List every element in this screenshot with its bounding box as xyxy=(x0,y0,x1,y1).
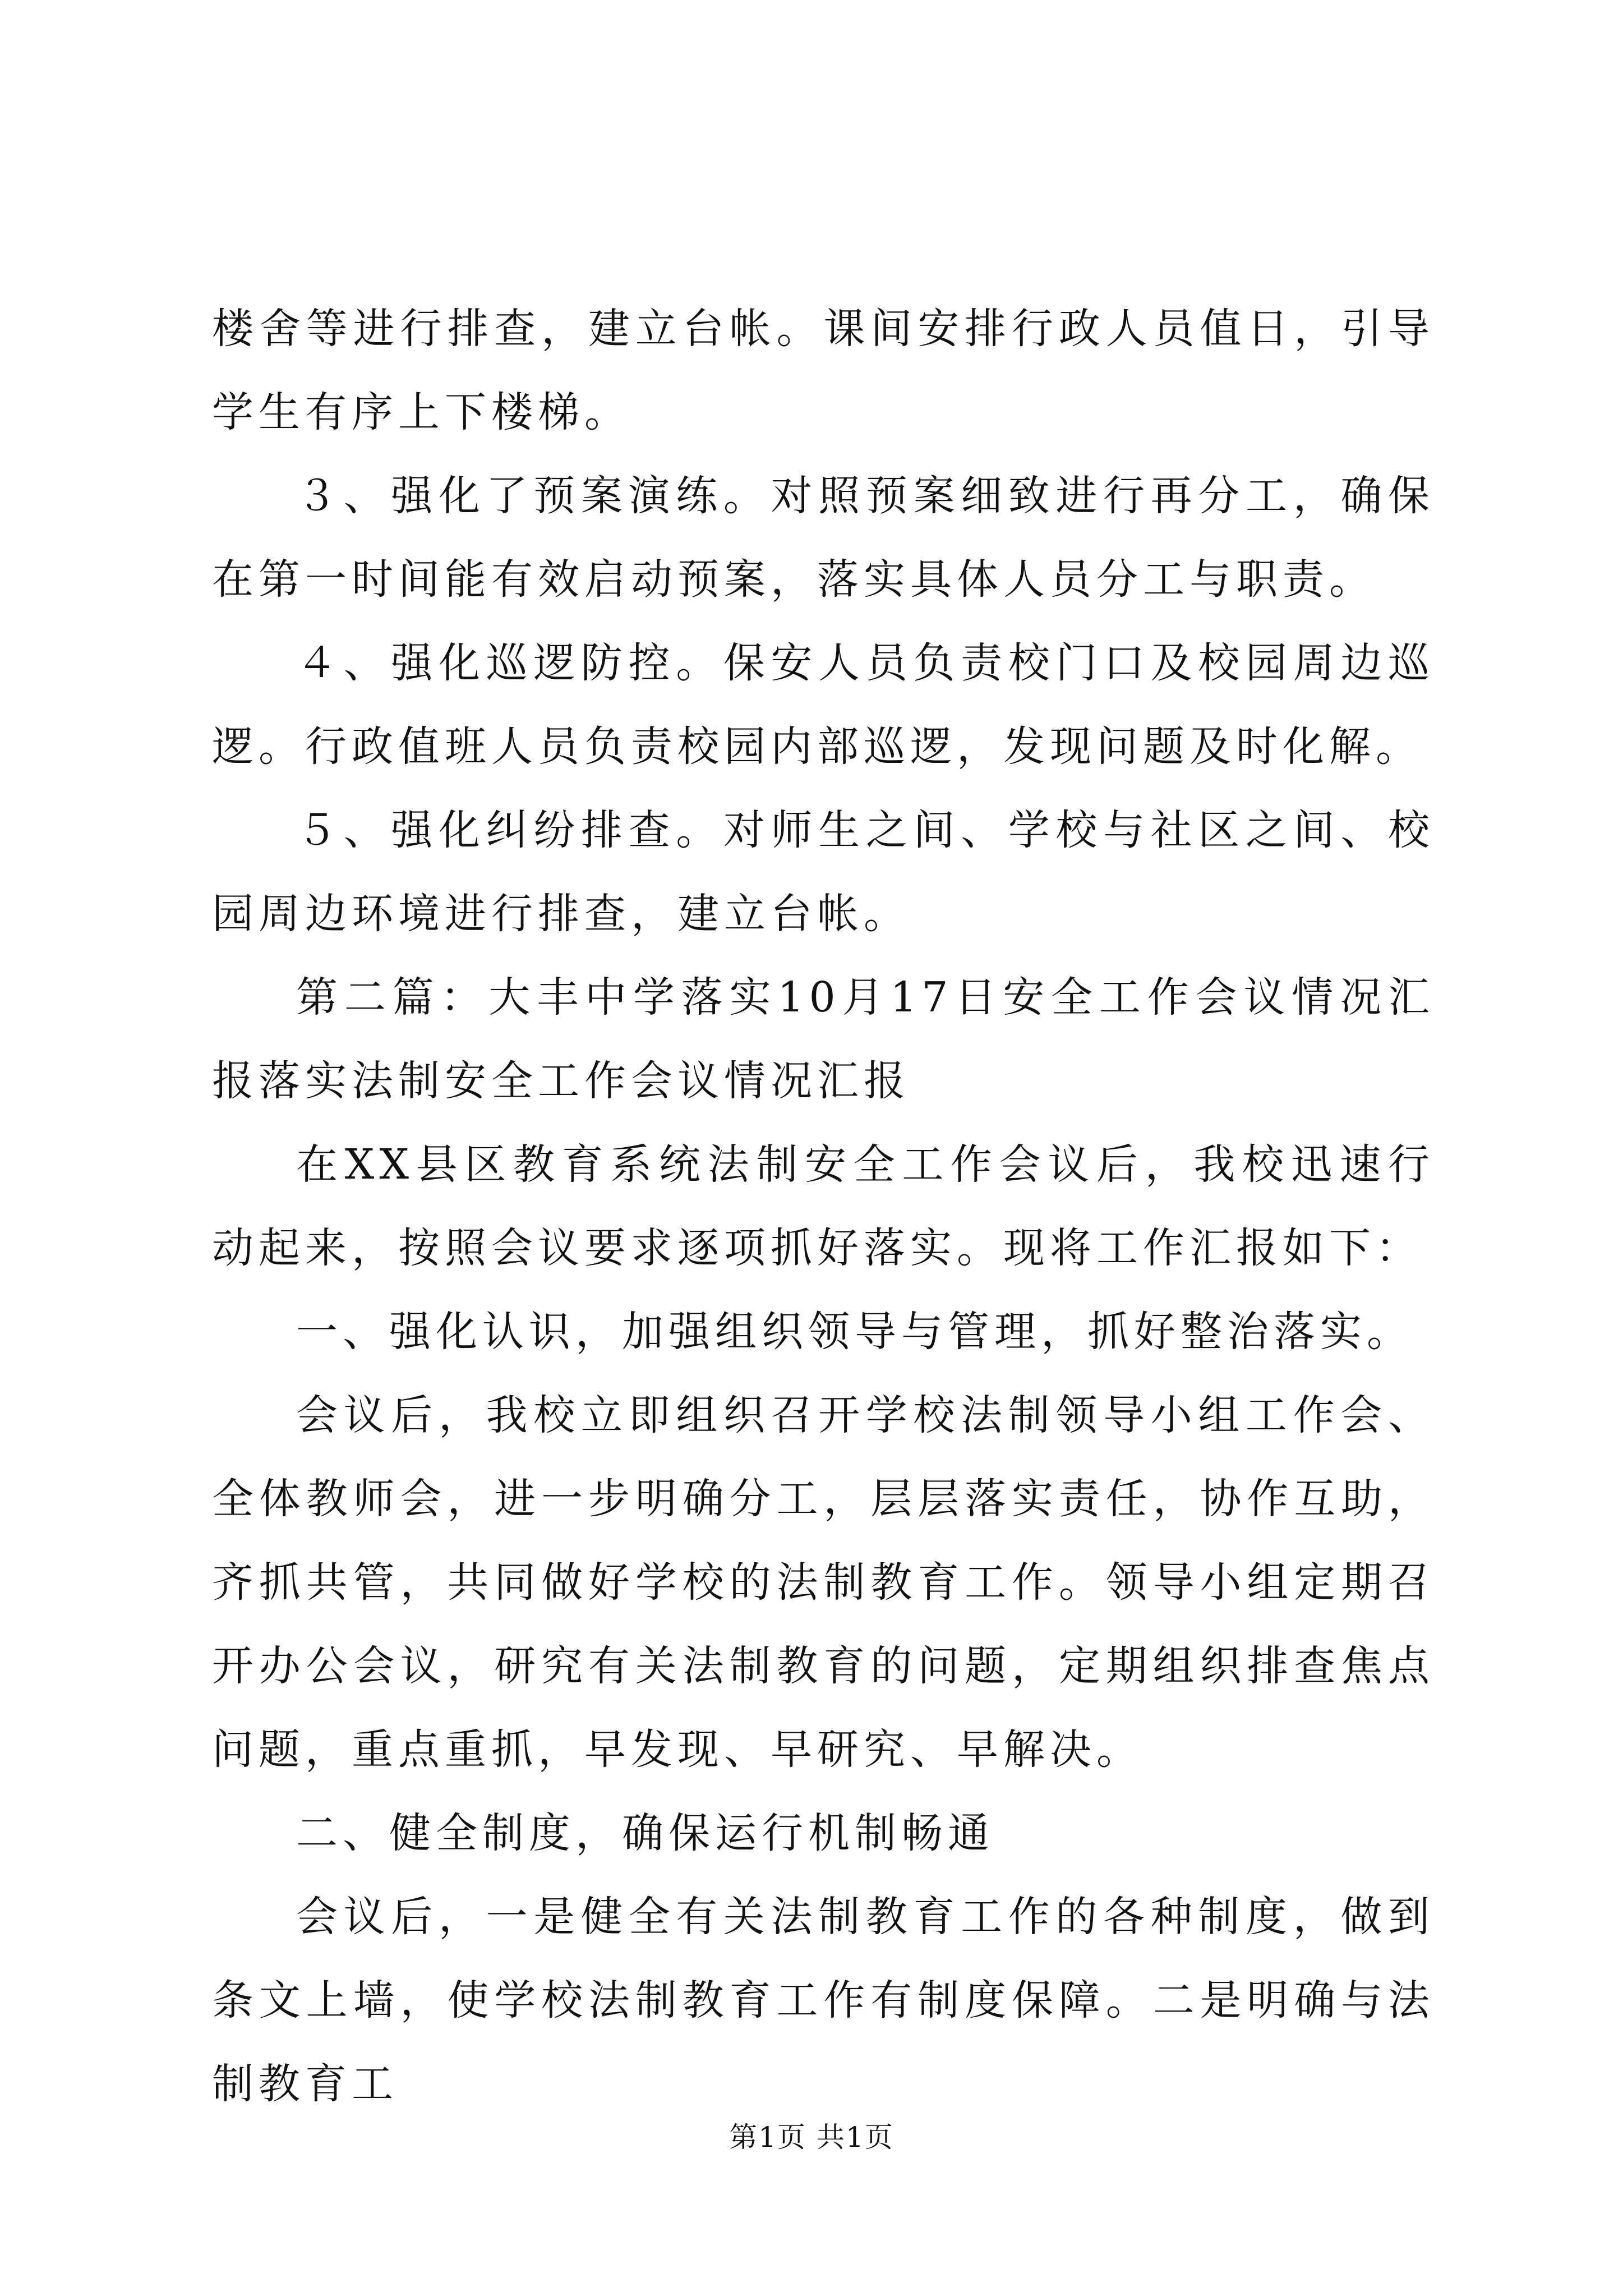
paragraph-10: 会议后，一是健全有关法制教育工作的各种制度，做到条文上墙，使学校法制教育工作有制度保障。二是明确与法制教育工 xyxy=(212,1893,1435,2108)
page-footer: 第1页 共1页 xyxy=(729,2121,894,2154)
paragraph-1: 楼舍等进行排查，建立台帐。课间安排行政人员值日，引导学生有序上下楼梯。 xyxy=(212,305,1435,436)
paragraph-3: ４、强化巡逻防控。保安人员负责校门口及校园周边巡逻。行政值班人员负责校园内部巡逻，发现问题及时化解。 xyxy=(212,639,1435,771)
paragraph-2: ３、强化了预案演练。对照预案细致进行再分工，确保在第一时间能有效启动预案，落实具体人员分工与职责。 xyxy=(212,472,1435,604)
document-body xyxy=(212,287,1435,2126)
heading-two: 二、健全制度，确保运行机制畅通 xyxy=(296,1809,994,1857)
paragraph-4: ５、强化纠纷排查。对师生之间、学校与社区之间、校园周边环境进行排查，建立台帐。 xyxy=(212,806,1435,938)
section-heading-part-two: 第二篇：大丰中学落实10月17日安全工作会议情况汇报落实法制安全工作会议情况汇报 xyxy=(212,973,1435,1105)
heading-one: 一、强化认识，加强组织领导与管理，抓好整治落实。 xyxy=(296,1308,1413,1356)
paragraph-8: 会议后，我校立即组织召开学校法制领导小组工作会、全体教师会，进一步明确分工，层层落实责任，协作互助，齐抓共管，共同做好学校的法制教育工作。领导小组定期召开办公会议，研究有关法制教育的问题，定期组织排查焦点问题，重点重抓，早发现、早研究、早解决。 xyxy=(212,1391,1435,1774)
paragraph-6: 在XX县区教育系统法制安全工作会议后，我校迅速行动起来，按照会议要求逐项抓好落实。现将工作汇报如下： xyxy=(212,1140,1435,1272)
